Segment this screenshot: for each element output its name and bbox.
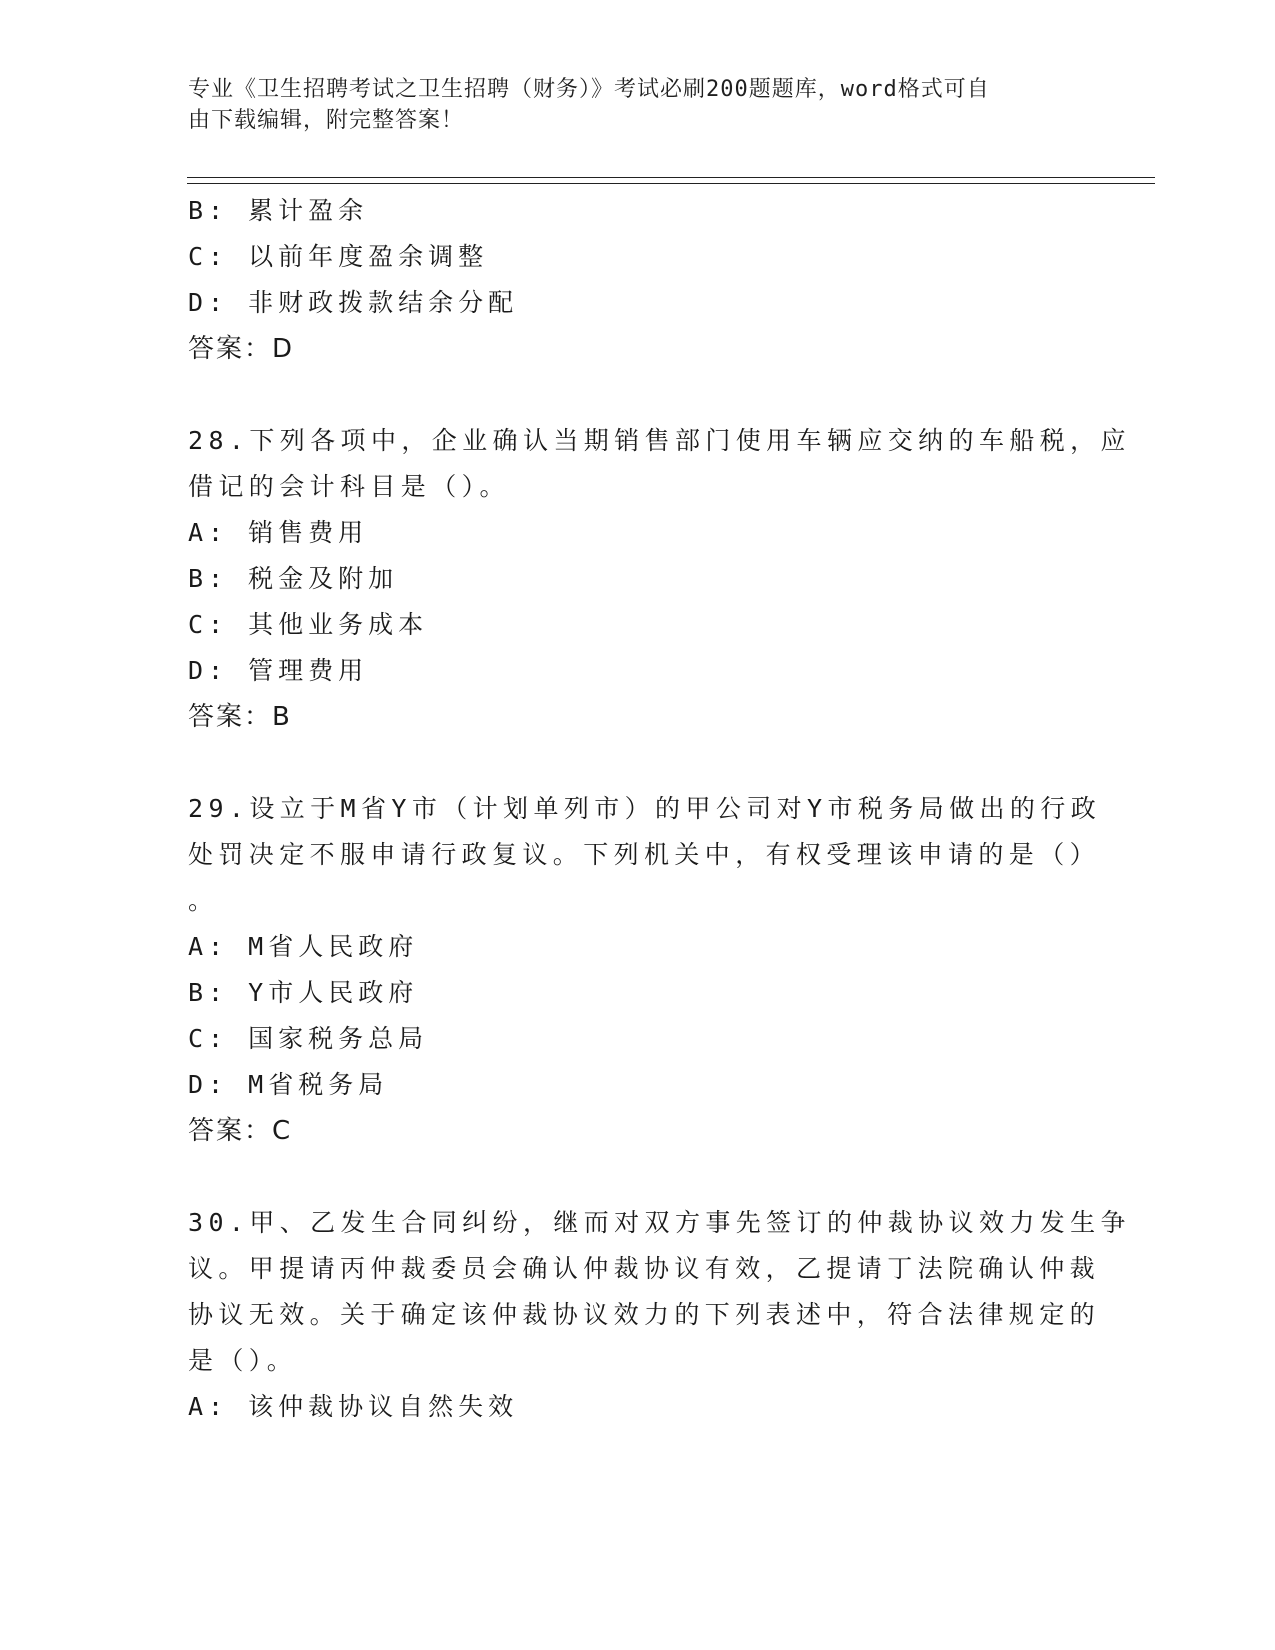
question-content (188, 188, 1131, 1430)
question-28-line-1: 28.下列各项中，企业确认当期销售部门使用车辆应交纳的车船税，应 (188, 426, 1131, 455)
option-b: B: Y市人民政府 (188, 978, 419, 1007)
option-a: A: M省人民政府 (188, 932, 419, 961)
question-30-line-3: 协议无效。关于确定该仲裁协议效力的下列表述中，符合法律规定的 (188, 1300, 1101, 1329)
question-30-line-4: 是（）。 (188, 1346, 298, 1375)
option-c: C: 以前年度盈余调整 (188, 242, 489, 271)
question-30-block (188, 1200, 1131, 1430)
option-d: D: 非财政拨款结余分配 (188, 288, 519, 317)
question-28-block (188, 418, 1131, 740)
question-29-line-3: 。 (188, 886, 214, 915)
spacer (188, 740, 1088, 786)
option-b: B: 税金及附加 (188, 564, 399, 593)
header-line-2: 由下载编辑，附完整答案！ (188, 108, 465, 133)
option-c: C: 国家税务总局 (188, 1024, 429, 1053)
header-line-1: 专业《卫生招聘考试之卫生招聘（财务）》考试必刷200题题库，word格式可自 (188, 77, 990, 102)
page-header (188, 74, 1068, 136)
option-a: A: 该仲裁协议自然失效 (188, 1392, 519, 1421)
question-30-line-1: 30.甲、乙发生合同纠纷，继而对双方事先签订的仲裁协议效力发生争 (188, 1208, 1131, 1237)
header-rule-top (187, 177, 1155, 178)
answer-line: 答案：B (188, 702, 292, 732)
question-29-line-2: 处罚决定不服申请行政复议。下列机关中，有权受理该申请的是（） (188, 840, 1101, 869)
header-rule-bottom (187, 183, 1155, 184)
option-a: A: 销售费用 (188, 518, 369, 547)
spacer (188, 1154, 1088, 1200)
question-28-line-2: 借记的会计科目是（）。 (188, 472, 510, 501)
option-d: D: 管理费用 (188, 656, 369, 685)
spacer (188, 372, 1088, 418)
question-29-block (188, 786, 1102, 1154)
question-29-line-1: 29.设立于M省Y市（计划单列市）的甲公司对Y市税务局做出的行政 (188, 794, 1102, 823)
answer-line: 答案：D (188, 334, 295, 364)
answer-line: 答案：C (188, 1116, 293, 1146)
option-d: D: M省税务局 (188, 1070, 389, 1099)
prev-question-block (188, 188, 1088, 372)
question-30-line-2: 议。甲提请丙仲裁委员会确认仲裁协议有效，乙提请丁法院确认仲裁 (188, 1254, 1101, 1283)
option-c: C: 其他业务成本 (188, 610, 429, 639)
option-b: B: 累计盈余 (188, 196, 369, 225)
